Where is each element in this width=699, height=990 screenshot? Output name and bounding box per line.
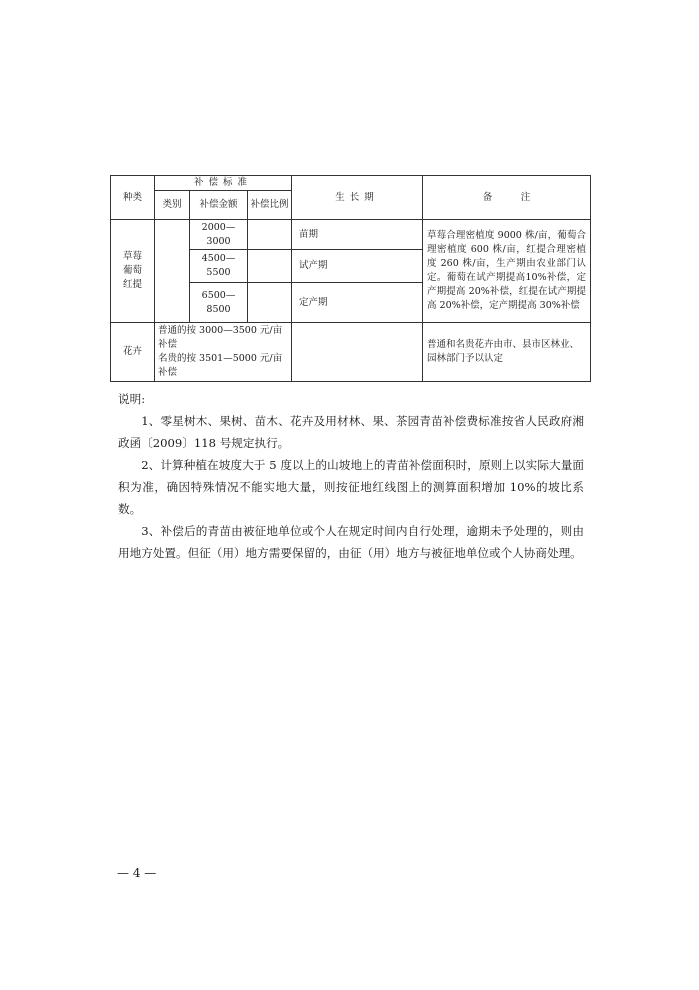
header-buchang-bili: 补偿比例 [248, 191, 292, 220]
crop-name-flowers: 花卉 [111, 323, 155, 382]
crop-group-fruit [111, 220, 155, 323]
crop-name: 红提 [122, 279, 142, 290]
header-beizhu: 备 注 [423, 176, 591, 220]
note-item: 3、补偿后的青苗由被征地单位或个人在规定时间内自行处理，逾期未予处理的，则由用地方处置。但征（用）地方需要保留的，由征（用）地方与被征地单位或个人协商处理。 [118, 524, 584, 560]
amount-cell: 4500—5500 [190, 250, 248, 283]
ratio-cell [248, 283, 292, 323]
header-zhonglei: 种类 [111, 176, 155, 220]
header-buchang-biaozhun: 补偿标准 [155, 176, 292, 191]
notes-title: 说明: [118, 392, 146, 406]
notes-section [118, 388, 584, 564]
amount-cell: 2000—3000 [190, 220, 248, 250]
flower-standard-cell [155, 323, 292, 382]
period-cell [292, 323, 423, 382]
amount-cell: 6500—8500 [190, 283, 248, 323]
compensation-table [110, 175, 591, 382]
period-cell: 定产期 [292, 283, 423, 323]
crop-name: 葡萄 [122, 265, 142, 276]
flower-standard-line: 普通的按 3000—3500 元/亩补偿 [158, 325, 283, 350]
header-shengzhangqi: 生长期 [292, 176, 423, 220]
ratio-cell [248, 220, 292, 250]
note-item: 1、零星树木、果树、苗木、花卉及用材林、果、茶园青苗补偿费标准按省人民政府湘政函〔2009〕118 号规定执行。 [118, 414, 584, 450]
page-number: — 4 — [117, 866, 157, 880]
note-cell: 草莓合理密植度 9000 株/亩，葡萄合理密植度 600 株/亩，红提合理密植度 260 株/亩，生产期由农业部门认定。葡萄在试产期提高10%补偿，定产期提高 20%补偿，红提在试产期提高 20%补偿，定产期提高 30%补偿 [423, 220, 591, 323]
header-buchang-jine: 补偿金额 [190, 191, 248, 220]
header-leibie: 类别 [155, 191, 190, 220]
period-cell: 试产期 [292, 250, 423, 283]
crop-name: 草莓 [122, 251, 142, 262]
note-cell: 普通和名贵花卉由市、县市区林业、园林部门予以认定 [423, 323, 591, 382]
category-cell [155, 220, 190, 323]
ratio-cell [248, 250, 292, 283]
note-item: 2、计算种植在坡度大于 5 度以上的山坡地上的青苗补偿面积时，原则上以实际大量面积为准，确因特殊情况不能实地大量，则按征地红线图上的测算面积增加 10%的坡比系数。 [118, 458, 584, 516]
flower-standard-line: 名贵的按 3501—5000 元/亩补偿 [158, 353, 283, 378]
period-cell: 苗期 [292, 220, 423, 250]
